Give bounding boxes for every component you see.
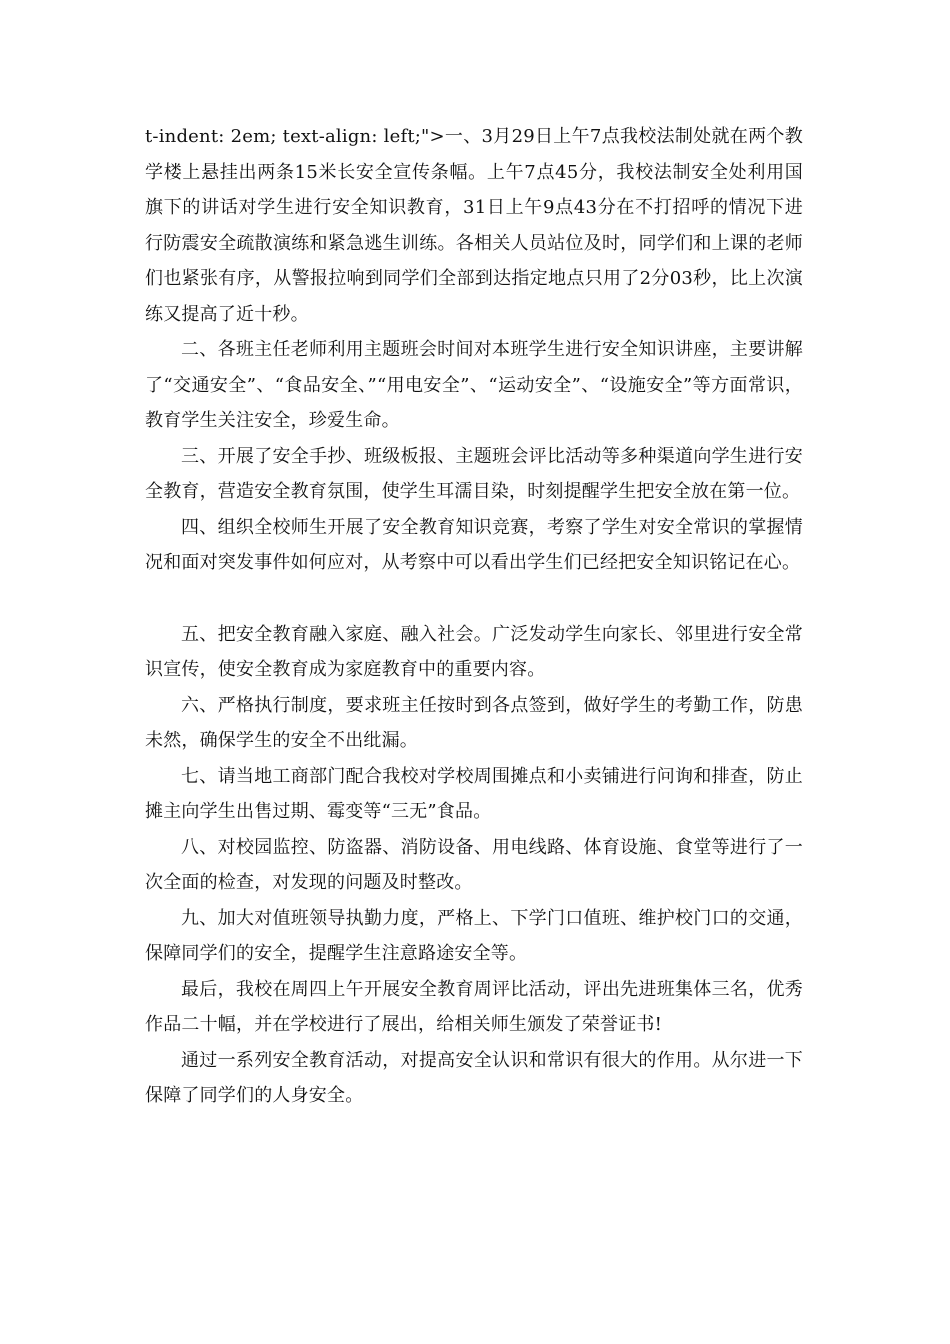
paragraph-2: 二、各班主任老师利用主题班会时间对本班学生进行安全知识讲座，主要讲解了“交通安全”、“食品安全、”“用电安全”、“运动安全”、“设施安全”等方面常识，教育学生关注安全，珍爱生命。 — [145, 339, 803, 431]
paragraph-1: t-indent: 2em; text-align: left;">一、3月29日上午7点我校法制处就在两个教学楼上悬挂出两条15米长安全宣传条幅。上午7点45分，我校法制安全处利用国旗下的讲话对学生进行安全知识教育，31日上午9点43分在不打招呼的情况下进行防震安全疏散演练和紧急逃生训练。各相关人员站位及时，同学们和上课的老师们也紧张有序，从警报拉响到同学们全部到达指定地点只用了2分03秒，比上次演练又提高了近十秒。 — [145, 126, 803, 325]
paragraph-gap — [145, 581, 803, 617]
paragraph-7: 七、请当地工商部门配合我校对学校周围摊点和小卖铺进行问询和排查，防止摊主向学生出售过期、霉变等“三无”食品。 — [145, 765, 803, 822]
paragraph-10: 最后，我校在周四上午开展安全教育周评比活动，评出先进班集体三名，优秀作品二十幅，并在学校进行了展出，给相关师生颁发了荣誉证书! — [145, 978, 803, 1035]
paragraph-11: 通过一系列安全教育活动，对提高安全认识和常识有很大的作用。从尔进一下保障了同学们的人身安全。 — [145, 1049, 803, 1106]
paragraph-5: 五、把安全教育融入家庭、融入社会。广泛发动学生向家长、邻里进行安全常识宣传，使安全教育成为家庭教育中的重要内容。 — [145, 623, 803, 680]
paragraph-3: 三、开展了安全手抄、班级板报、主题班会评比活动等多种渠道向学生进行安全教育，营造安全教育氛围，使学生耳濡目染，时刻提醒学生把安全放在第一位。 — [145, 445, 803, 502]
paragraph-9: 九、加大对值班领导执勤力度，严格上、下学门口值班、维护校门口的交通，保障同学们的安全，提醒学生注意路途安全等。 — [145, 907, 803, 964]
document-body — [145, 119, 803, 1114]
paragraph-4: 四、组织全校师生开展了安全教育知识竞赛，考察了学生对安全常识的掌握情况和面对突发事件如何应对，从考察中可以看出学生们已经把安全知识铭记在心。 — [145, 516, 803, 573]
paragraph-8: 八、对校园监控、防盗器、消防设备、用电线路、体育设施、食堂等进行了一次全面的检查，对发现的问题及时整改。 — [145, 836, 803, 893]
paragraph-6: 六、严格执行制度，要求班主任按时到各点签到，做好学生的考勤工作，防患未然，确保学生的安全不出纰漏。 — [145, 694, 803, 751]
